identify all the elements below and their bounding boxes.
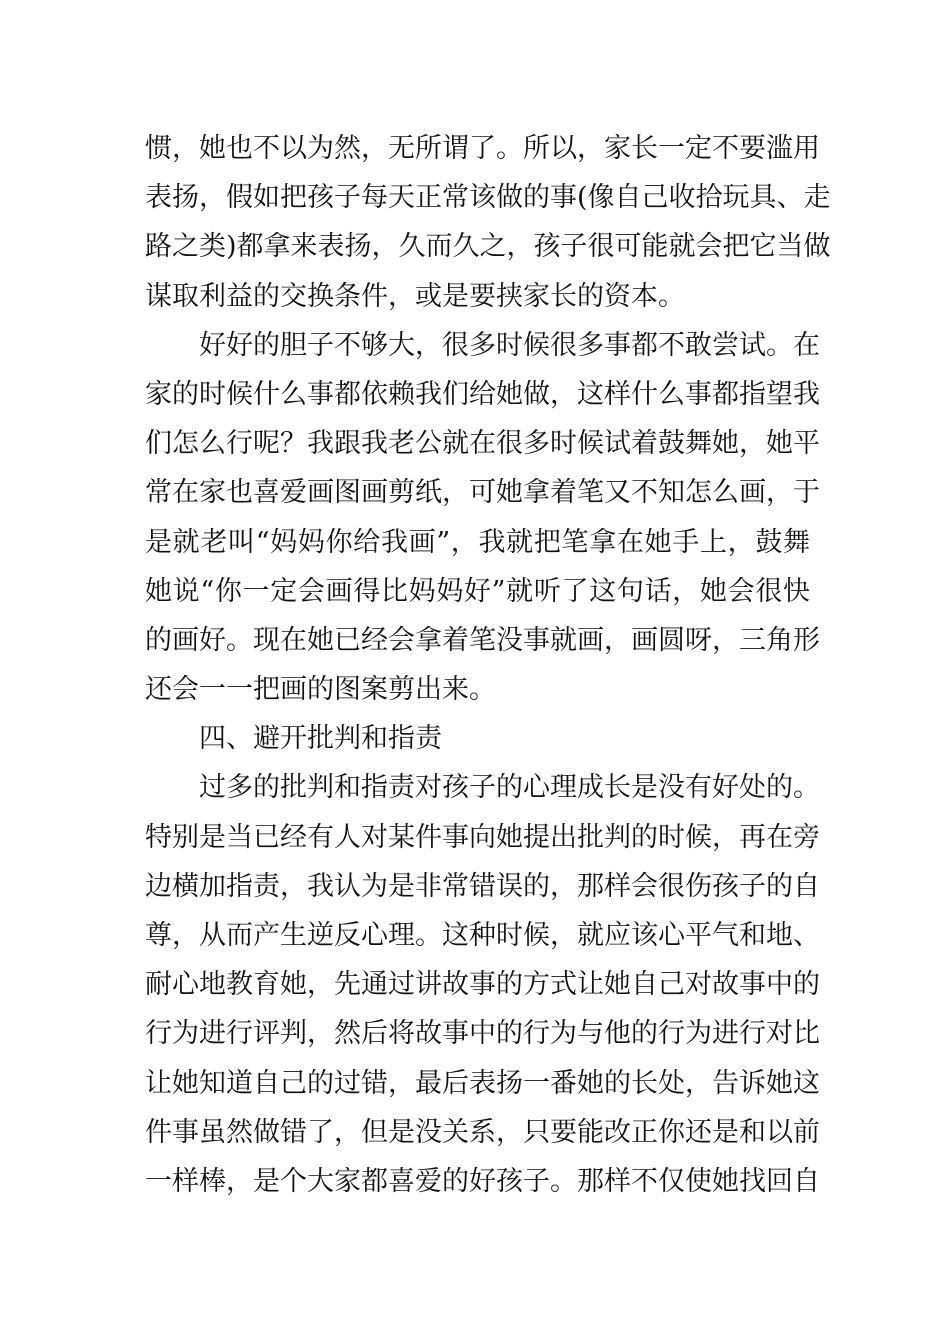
text-line: 边横加指责，我认为是非常错误的，那样会很伤孩子的自 [145, 870, 820, 902]
text-line: 还会一一把画的图案剪出来。 [145, 674, 496, 706]
text-line: 好好的胆子不够大，很多时候很多事都不敢尝试。在 [199, 329, 820, 361]
text-line: 表扬，假如把孩子每天正常该做的事(像自己收拾玩具、走 [145, 182, 831, 214]
text-line: 们怎么行呢？我跟我老公就在很多时候试着鼓舞她，她平 [145, 428, 820, 460]
text-line: 过多的批判和指责对孩子的心理成长是没有好处的。 [199, 772, 820, 804]
text-line: 耐心地教育她，先通过讲故事的方式让她自己对故事中的 [145, 969, 820, 1001]
text-line: 件事虽然做错了，但是没关系，只要能改正你还是和以前 [145, 1116, 820, 1148]
text-line: 是就老叫“妈妈你给我画”，我就把笔拿在她手上，鼓舞 [145, 526, 810, 558]
text-line: 一样棒，是个大家都喜爱的好孩子。那样不仅使她找回自 [145, 1165, 820, 1197]
body-text [145, 124, 831, 1206]
text-line: 的画好。现在她已经会拿着笔没事就画，画圆呀，三角形 [145, 624, 820, 656]
text-line: 路之类)都拿来表扬，久而久之，孩子很可能就会把它当做 [145, 231, 831, 263]
text-line: 四、避开批判和指责 [199, 723, 442, 755]
text-line: 惯，她也不以为然，无所谓了。所以，家长一定不要滥用 [145, 133, 820, 164]
text-line: 她说“你一定会画得比妈妈好”就听了这句话，她会很快 [145, 575, 810, 607]
text-line: 让她知道自己的过错，最后表扬一番她的长处，告诉她这 [145, 1067, 820, 1099]
text-line: 家的时候什么事都依赖我们给她做，这样什么事都指望我 [145, 378, 820, 410]
text-line: 特别是当已经有人对某件事向她提出批判的时候，再在旁 [145, 821, 820, 853]
text-line: 尊，从而产生逆反心理。这种时候，就应该心平气和地、 [145, 920, 820, 951]
text-line: 行为进行评判，然后将故事中的行为与他的行为进行对比 [145, 1018, 820, 1050]
text-line: 常在家也喜爱画图画剪纸，可她拿着笔又不知怎么画，于 [145, 477, 820, 509]
text-line: 谋取利益的交换条件，或是要挟家长的资本。 [145, 280, 685, 312]
